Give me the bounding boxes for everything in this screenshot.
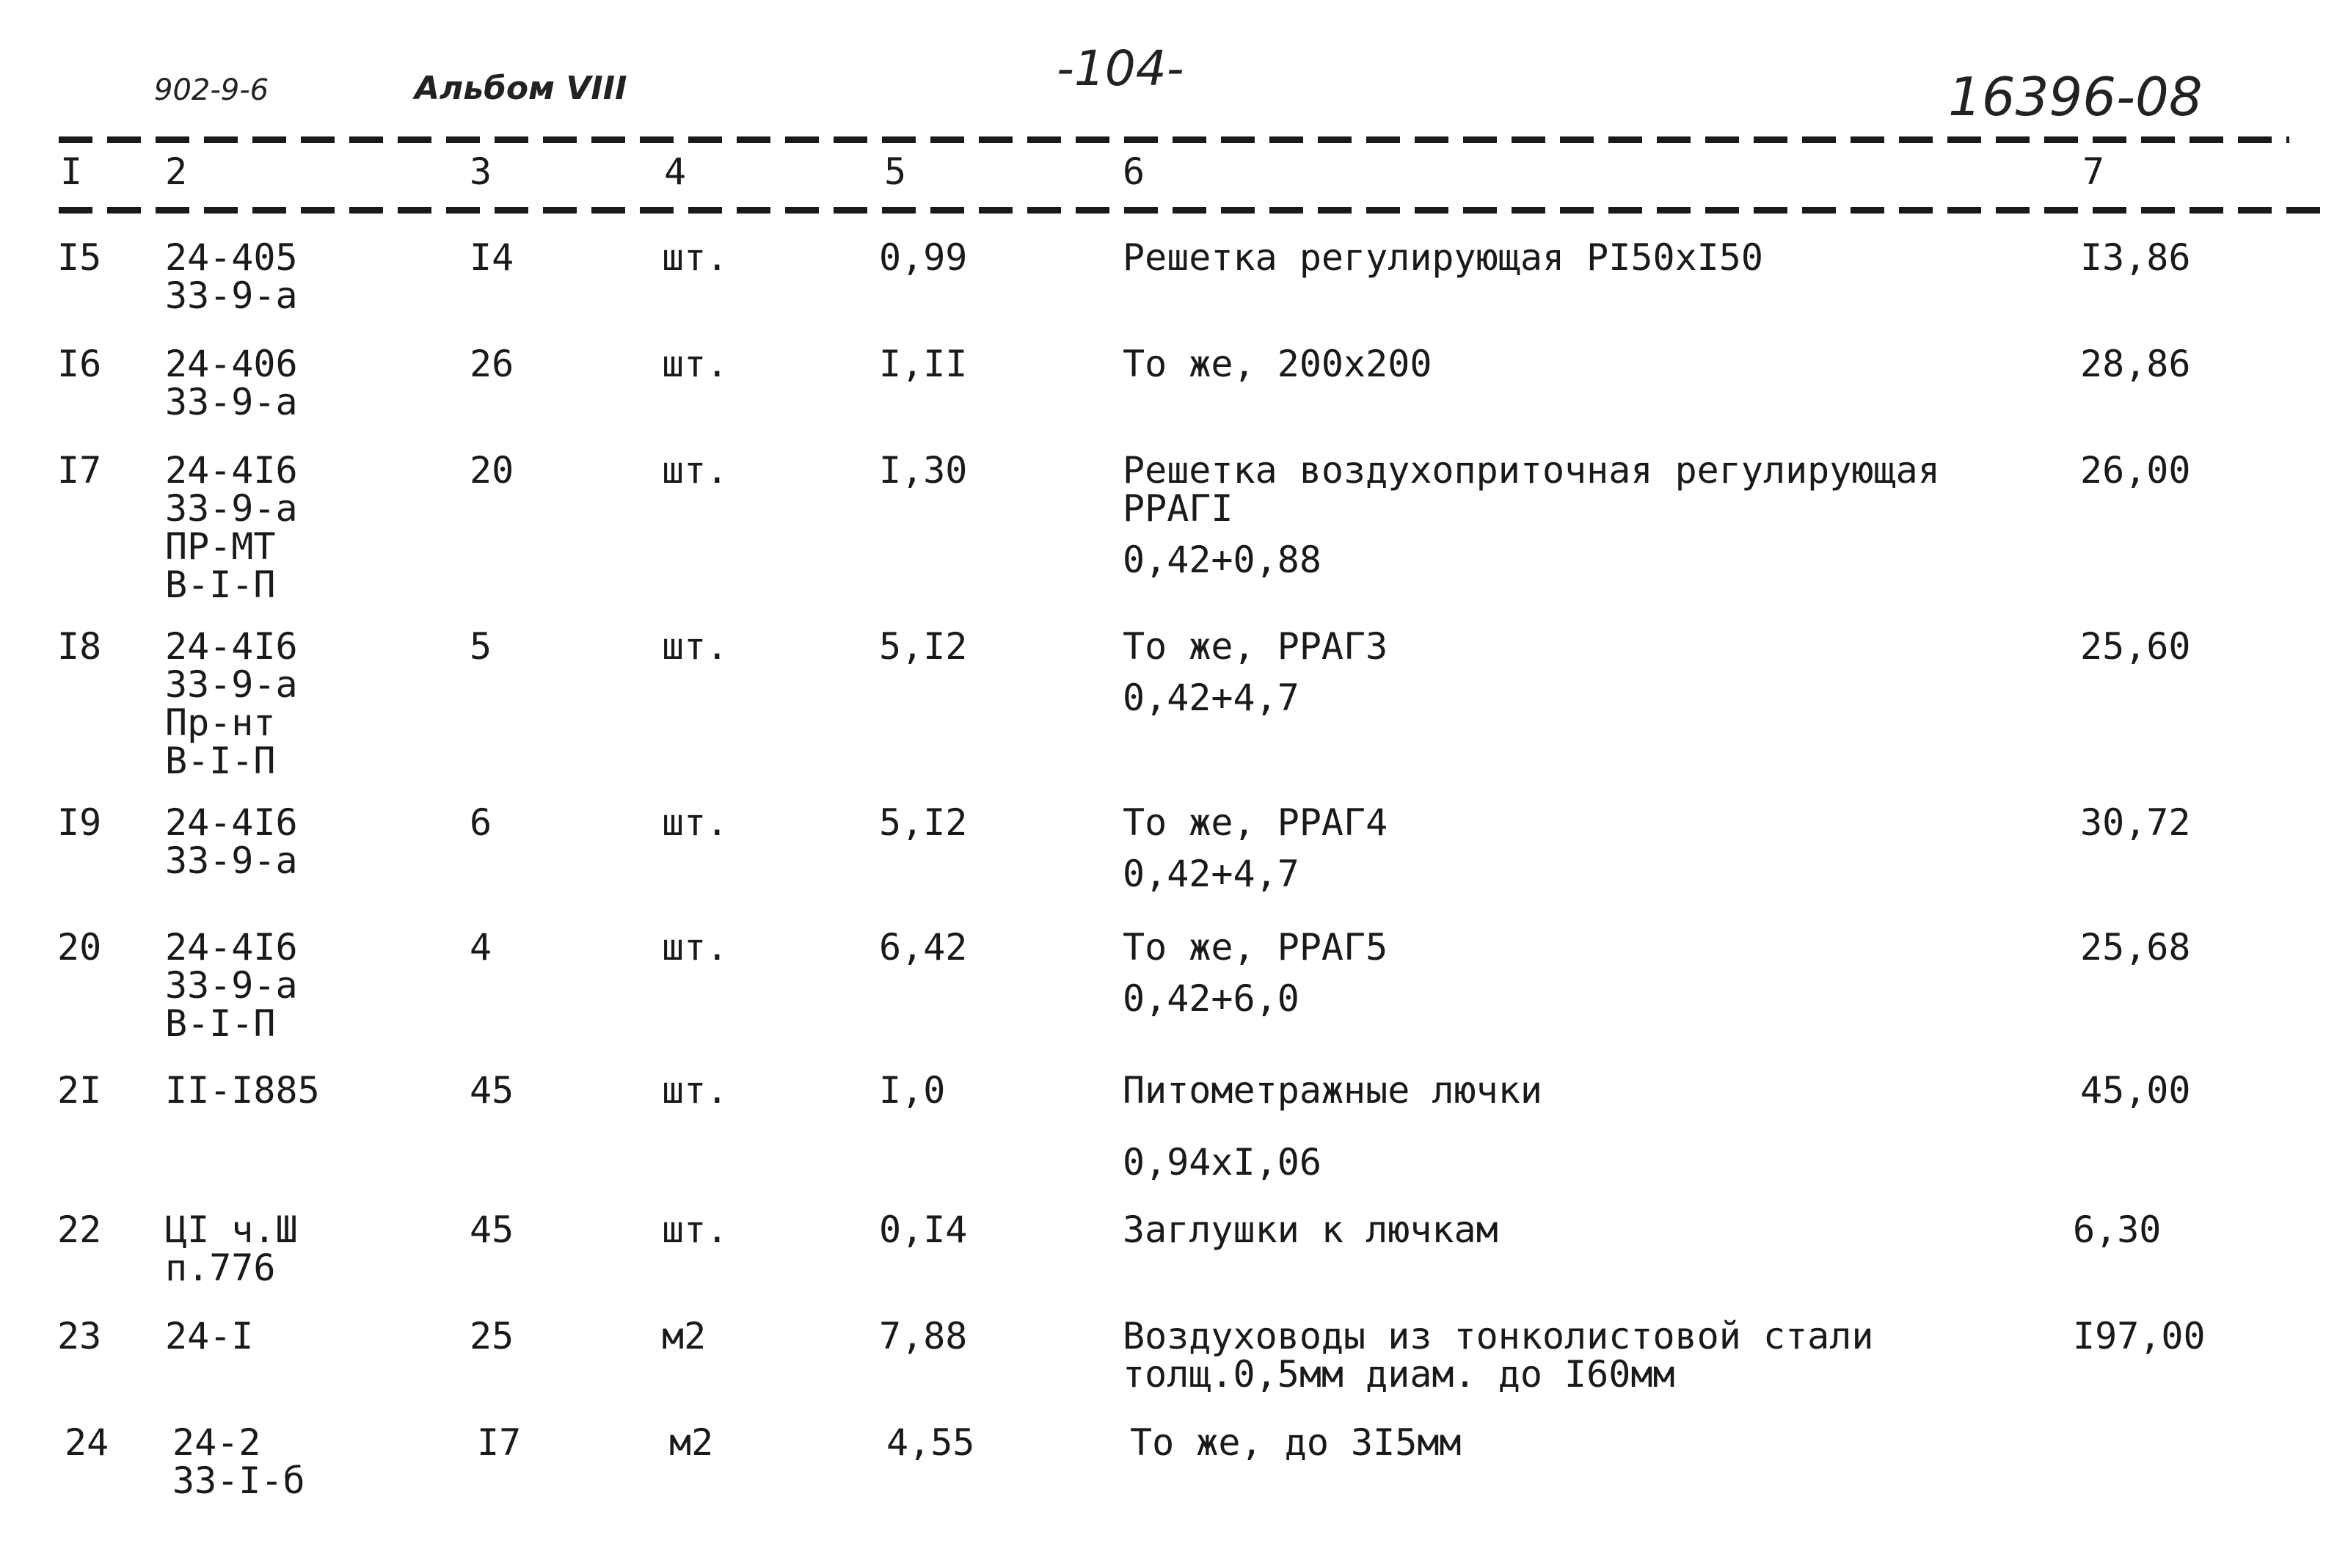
unit-price: 7,88 <box>879 1315 968 1357</box>
total-cost: 25,60 <box>2080 625 2191 668</box>
total-cost: I3,86 <box>2080 236 2191 279</box>
column-header-3: 3 <box>470 150 492 193</box>
item-spec: 0,94xI,06 <box>1123 1141 1321 1184</box>
header-rule-bottom <box>59 207 2333 214</box>
item-description: То же, РРАГ5 0,42+6,0 <box>1123 926 1388 1020</box>
row-number: I8 <box>57 625 102 668</box>
column-header-2: 2 <box>165 150 188 193</box>
item-description: Решетка регулирующая PI50xI50 <box>1123 236 1763 279</box>
unit: м2 <box>669 1421 714 1464</box>
item-spec: 0,42+4,7 <box>1123 853 1299 895</box>
quantity: I7 <box>477 1421 522 1464</box>
table-row <box>0 1069 2348 1184</box>
column-header-5: 5 <box>884 150 907 193</box>
unit-price: 0,I4 <box>879 1208 968 1251</box>
quantity: 45 <box>470 1208 514 1251</box>
total-cost: 28,86 <box>2080 343 2191 385</box>
table-row <box>0 1315 2348 1396</box>
reference-code: 24-I <box>165 1315 254 1357</box>
reference-code: 24-4I6 33-9-а <box>165 801 298 882</box>
item-spec: 0,42+4,7 <box>1123 677 1299 719</box>
unit: шт. <box>662 343 729 385</box>
row-number: I6 <box>57 343 102 385</box>
unit: м2 <box>662 1315 707 1357</box>
reference-code: 24-405 33-9-а <box>165 236 298 317</box>
total-cost: 26,00 <box>2080 449 2191 492</box>
unit: шт. <box>662 625 729 668</box>
unit-price: 5,I2 <box>879 625 968 668</box>
reference-code: II-I885 <box>165 1069 320 1112</box>
reference-code: 24-4I6 33-9-а В-I-П <box>165 926 298 1045</box>
table-row <box>0 625 2348 782</box>
item-description: Питометражные лючки 0,94xI,06 <box>1123 1069 1542 1184</box>
unit: шт. <box>662 926 729 969</box>
column-header-6: 6 <box>1123 150 1145 193</box>
item-description: Заглушки к лючкам <box>1123 1208 1498 1251</box>
table-row <box>0 236 2348 317</box>
total-cost: 45,00 <box>2080 1069 2191 1112</box>
table-row <box>0 1421 2348 1502</box>
quantity: 26 <box>470 343 514 385</box>
page-number: -104- <box>1057 40 1184 97</box>
unit-price: 0,99 <box>879 236 968 279</box>
quantity: 45 <box>470 1069 514 1112</box>
item-description: То же, РРАГ4 0,42+4,7 <box>1123 801 1388 895</box>
table-row <box>0 1208 2348 1289</box>
reference-code: 24-4I6 33-9-а Пр-нт В-I-П <box>165 625 298 782</box>
table-row <box>0 801 2348 895</box>
unit-price: I,II <box>879 343 968 385</box>
unit: шт. <box>662 449 729 492</box>
reference-code: ЦI ч.Ш п.776 <box>165 1208 298 1289</box>
total-cost: 25,68 <box>2080 926 2191 969</box>
row-number: 23 <box>57 1315 102 1357</box>
row-number: 22 <box>57 1208 102 1251</box>
row-number: I5 <box>57 236 102 279</box>
table-row <box>0 343 2348 423</box>
column-header-1: I <box>60 150 83 193</box>
unit-price: 6,42 <box>879 926 968 969</box>
item-description: Решетка воздухоприточная регулирующая РРАГI 0,42+0,88 <box>1123 449 1940 581</box>
total-cost: I97,00 <box>2073 1315 2206 1357</box>
total-cost: 30,72 <box>2080 801 2191 844</box>
item-description: То же, РРАГ3 0,42+4,7 <box>1123 625 1388 719</box>
column-header-7: 7 <box>2082 150 2105 193</box>
quantity: 4 <box>470 926 492 969</box>
reference-code: 24-406 33-9-а <box>165 343 298 423</box>
unit-price: 4,55 <box>886 1421 975 1464</box>
quantity: I4 <box>470 236 514 279</box>
table-row <box>0 449 2348 606</box>
reference-code: 24-4I6 33-9-а ПР-МТ В-I-П <box>165 449 298 606</box>
item-description: То же, 200х200 <box>1123 343 1432 385</box>
unit: шт. <box>662 236 729 279</box>
album-label: Альбом VIII <box>415 70 627 107</box>
total-cost: 6,30 <box>2073 1208 2162 1251</box>
item-description: Воздуховоды из тонколистовой стали толщ.0,5мм диам. до I60мм <box>1123 1315 1874 1396</box>
document-number: 16396-08 <box>1948 66 2203 128</box>
row-number: 20 <box>57 926 102 969</box>
table-row <box>0 926 2348 1045</box>
item-spec: 0,42+6,0 <box>1123 977 1299 1020</box>
unit-price: I,0 <box>879 1069 946 1112</box>
item-spec: 0,42+0,88 <box>1123 539 1321 581</box>
unit: шт. <box>662 801 729 844</box>
quantity: 6 <box>470 801 492 844</box>
row-number: I9 <box>57 801 102 844</box>
header-rule-top <box>59 136 2289 143</box>
unit-price: I,30 <box>879 449 968 492</box>
unit-price: 5,I2 <box>879 801 968 844</box>
series-number: 902-9-6 <box>154 73 269 107</box>
reference-code: 24-2 33-I-б <box>172 1421 305 1502</box>
row-number: 2I <box>57 1069 102 1112</box>
row-number: I7 <box>57 449 102 492</box>
quantity: 20 <box>470 449 514 492</box>
item-description: То же, до 3I5мм <box>1130 1421 1462 1464</box>
unit: шт. <box>662 1208 729 1251</box>
unit: шт. <box>662 1069 729 1112</box>
quantity: 25 <box>470 1315 514 1357</box>
column-header-4: 4 <box>664 150 687 193</box>
row-number: 24 <box>65 1421 109 1464</box>
quantity: 5 <box>470 625 492 668</box>
